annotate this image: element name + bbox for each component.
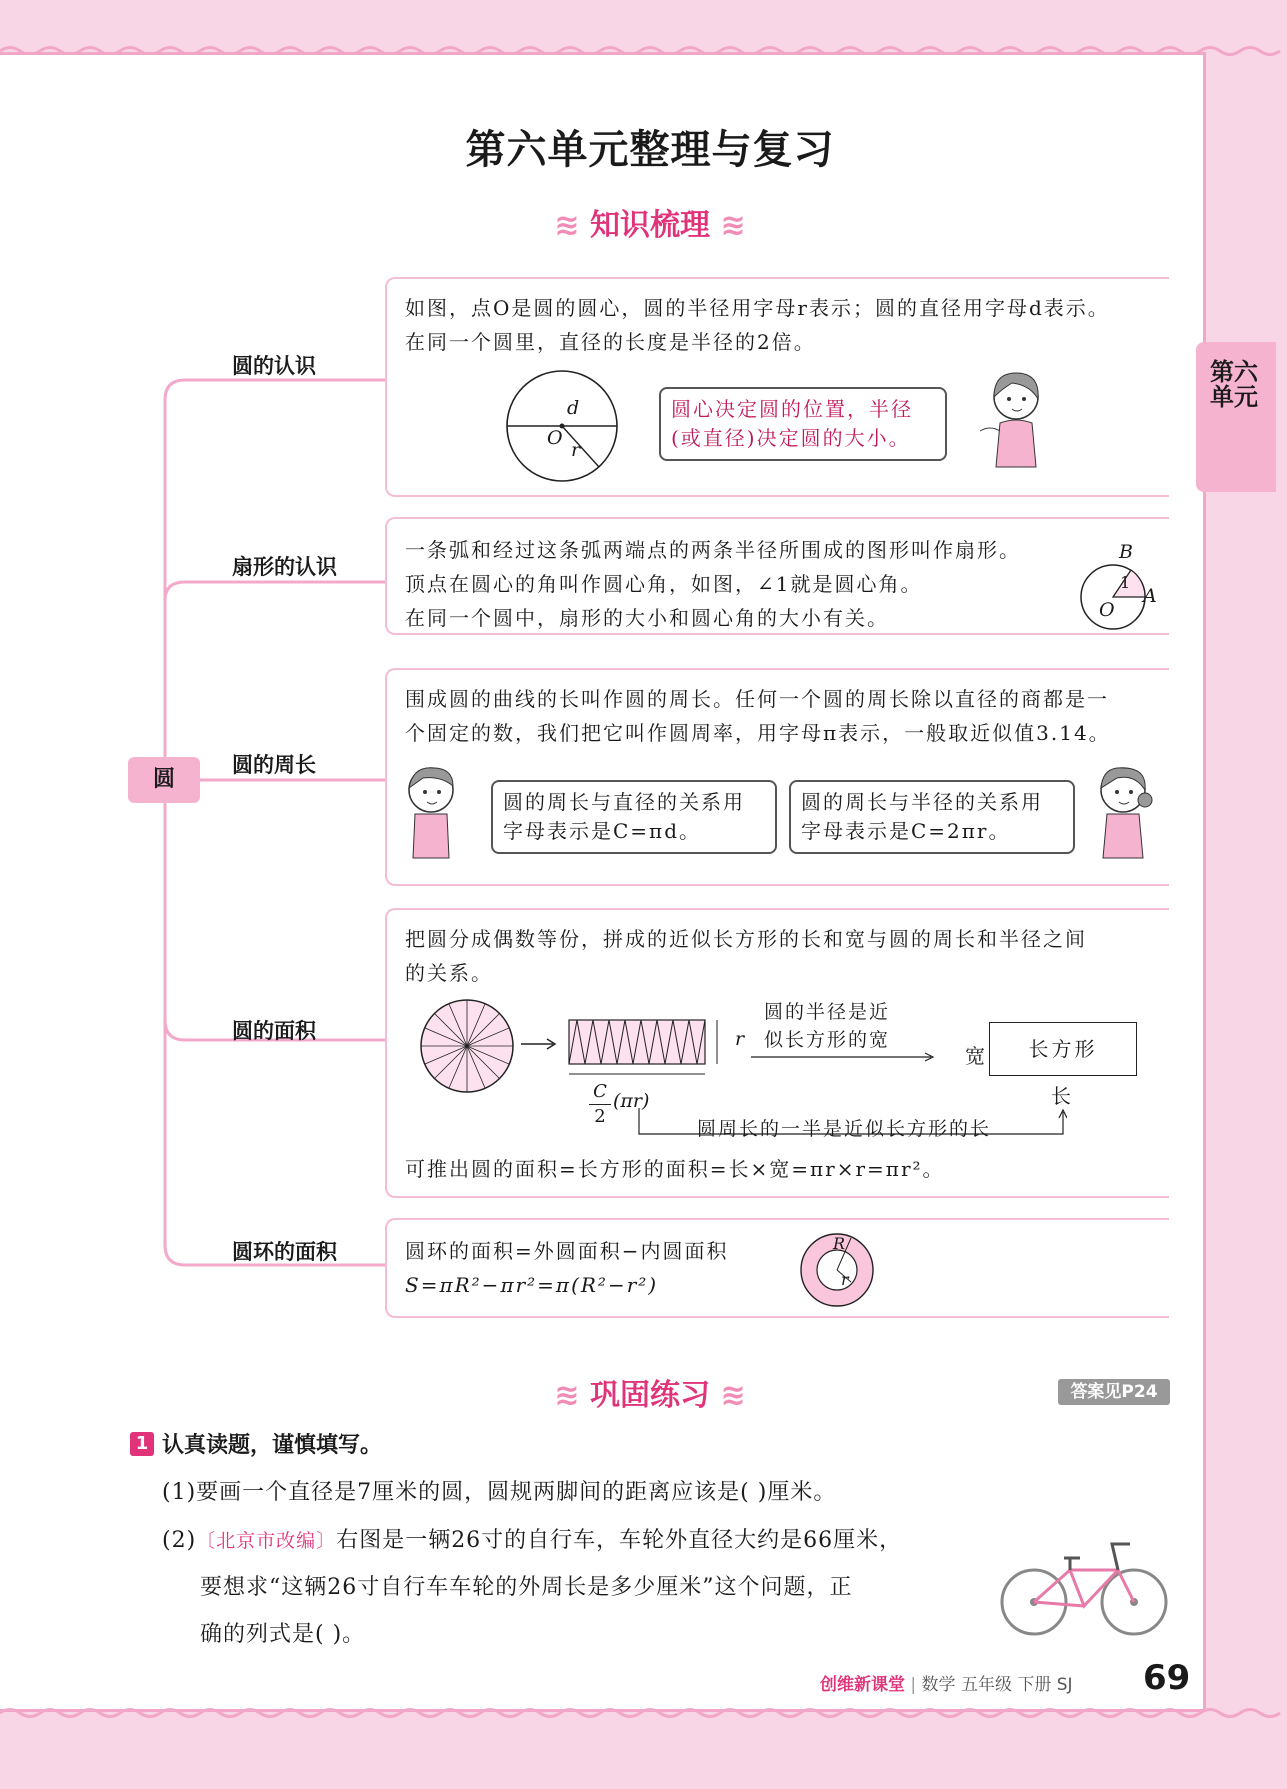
annulus-label-R: R — [833, 1234, 846, 1253]
label-width: 宽 — [965, 1044, 985, 1068]
sector-label-a: A — [1143, 585, 1157, 607]
annulus-label-r: r — [841, 1270, 849, 1289]
sector-label-b: B — [1119, 541, 1133, 563]
card-circle-intro — [385, 277, 1169, 497]
speech-bubble-circle-intro — [659, 387, 947, 461]
tree-node-area: 圆的面积 — [232, 1019, 316, 1043]
annulus-line-1: 圆环的面积=外圆面积−内圆面积 — [405, 1239, 729, 1263]
question-number-badge: 1 — [130, 1432, 154, 1456]
speech-bubble-diameter — [491, 780, 777, 854]
approx-rectangle-icon — [567, 1018, 737, 1078]
answer-reference-badge: 答案见P24 — [1058, 1379, 1170, 1405]
sector-line-2: 顶点在圆心的角叫作圆心角，如图，∠1就是圆心角。 — [405, 572, 923, 596]
section-title-practice-text: 巩固练习 — [590, 1378, 710, 1413]
question-sub-2-line-1 — [162, 1518, 902, 1564]
tree-node-circle-intro: 圆的认识 — [232, 354, 316, 378]
tree-node-circumference: 圆的周长 — [232, 753, 316, 777]
question-sub-2-line-3: 确的列式是( )。 — [200, 1622, 366, 1647]
mind-map-root: 圆 — [128, 757, 200, 803]
girl-character-icon — [972, 367, 1052, 479]
circle-label-r: r — [571, 439, 581, 461]
fraction-denominator: 2 — [594, 1106, 606, 1127]
footer-info: 创维新课堂 | 数学 五年级 下册 SJ — [820, 1675, 1073, 1695]
page-number: 69 — [1143, 1658, 1191, 1698]
bicycle-icon — [1000, 1530, 1168, 1640]
footer-book-info: 数学 五年级 下册 SJ — [921, 1675, 1073, 1695]
question-sub-2-line-2: 要想求“这辆26寸自行车车轮的外周长是多少厘米”这个问题，正 — [200, 1575, 853, 1600]
label-length: 长 — [1051, 1084, 1071, 1108]
speech-bubble-radius — [789, 780, 1075, 854]
rectangle-box: 长方形 — [989, 1022, 1137, 1076]
circle-diagram-icon — [503, 367, 621, 485]
boy-character-icon — [401, 762, 463, 866]
question-sub-2-text-1: 右图是一辆26寸的自行车，车轮外直径大约是66厘米， — [336, 1528, 903, 1553]
sector-line-3: 在同一个圆中，扇形的大小和圆心角的大小有关。 — [405, 606, 889, 630]
wave-decoration-left: ≋ — [554, 208, 580, 243]
card-annulus — [385, 1218, 1169, 1318]
footer-brand: 创维新课堂 — [820, 1675, 905, 1695]
circle-intro-line-1: 如图，点O是圆的圆心，圆的半径用字母r表示；圆的直径用字母d表示。 — [405, 296, 1110, 320]
tree-node-sector: 扇形的认识 — [232, 555, 337, 579]
area-formula: 可推出圆的面积=长方形的面积=长×宽=πr×r=πr²。 — [405, 1157, 945, 1181]
note-width: 圆的半径是近似长方形的宽 — [763, 1001, 890, 1051]
card-area — [385, 908, 1169, 1198]
fraction-c-over-2 — [589, 1080, 611, 1129]
card-circumference — [385, 668, 1169, 886]
circle-label-d: d — [567, 397, 580, 419]
page-title: 第六单元整理与复习 — [465, 127, 835, 173]
wave-decoration-right-2: ≋ — [720, 1378, 746, 1413]
bubble-text: 圆心决定圆的位置，半径(或直径)决定圆的大小。 — [671, 397, 913, 450]
question-sub-2-prefix: (2) — [162, 1528, 197, 1553]
circle-intro-line-2: 在同一个圆里，直径的长度是半径的2倍。 — [405, 330, 816, 354]
arrow-right-icon — [519, 1034, 559, 1054]
sector-label-angle: 1 — [1120, 573, 1131, 592]
circumference-line-1: 围成圆的曲线的长叫作圆的周长。任何一个圆的周长除以直径的商都是一 — [405, 687, 1109, 711]
question-sub-1: (1)要画一个直径是7厘米的圆，圆规两脚间的距离应该是( )厘米。 — [162, 1480, 837, 1505]
sector-label-o: O — [1099, 599, 1115, 621]
circle-label-o: O — [547, 427, 563, 449]
wave-decoration-left-2: ≋ — [554, 1378, 580, 1413]
fraction-paren: (πr) — [613, 1090, 650, 1112]
rect-label-r: r — [735, 1028, 745, 1050]
question-heading: 认真读题，谨慎填写。 — [162, 1433, 383, 1458]
tree-node-annulus: 圆环的面积 — [232, 1240, 337, 1264]
girl-character-icon-2 — [1087, 762, 1157, 866]
section-title-summary-text: 知识梳理 — [590, 208, 710, 243]
arrow-to-width-icon — [749, 1050, 939, 1064]
bubble-text-radius: 圆的周长与半径的关系用字母表示是C=2πr。 — [801, 790, 1043, 843]
unit-side-tab: 第六单元 — [1196, 342, 1276, 492]
source-tag: 〔北京市改编〕 — [196, 1530, 337, 1552]
fraction-numerator: C — [589, 1080, 611, 1105]
sector-line-1: 一条弧和经过这条弧两端点的两条半径所围成的图形叫作扇形。 — [405, 538, 1021, 562]
area-line-2: 的关系。 — [405, 961, 493, 985]
note-length: 圆周长的一半是近似长方形的长 — [697, 1118, 992, 1140]
circumference-line-2: 个固定的数，我们把它叫作圆周率，用字母π表示，一般取近似值3.14。 — [405, 721, 1111, 745]
card-sector — [385, 517, 1169, 635]
bubble-text-diameter: 圆的周长与直径的关系用字母表示是C=πd。 — [503, 790, 745, 843]
area-line-1: 把圆分成偶数等份，拼成的近似长方形的长和宽与圆的周长和半径之间 — [405, 927, 1087, 951]
wave-decoration-right: ≋ — [720, 208, 746, 243]
sector-diagram-icon — [1077, 561, 1149, 633]
divided-circle-icon — [417, 996, 517, 1096]
annulus-line-2: S=πR²−πr²=π(R²−r²) — [405, 1273, 659, 1297]
